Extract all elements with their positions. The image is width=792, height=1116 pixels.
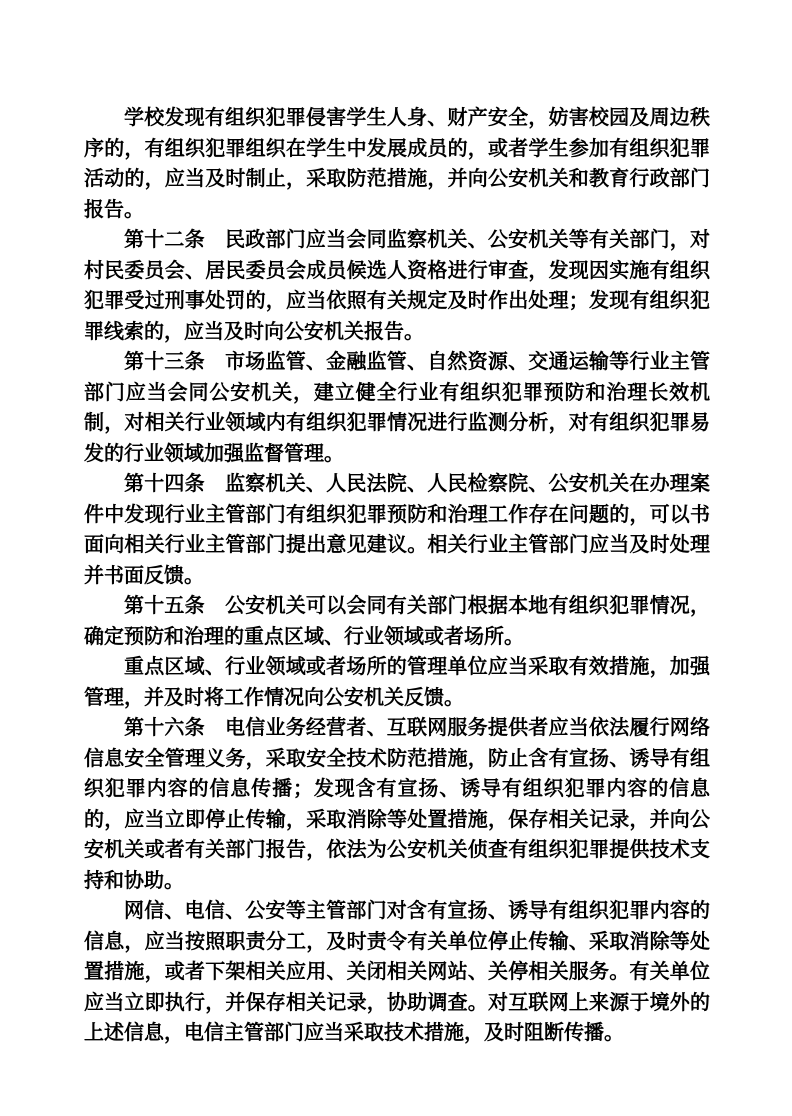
paragraph-school-duty: 学校发现有组织犯罪侵害学生人身、财产安全，妨害校园及周边秩序的，有组织犯罪组织在学生中发展成员的，或者学生参加有组织犯罪活动的，应当及时制止，采取防范措施，并向公安机关和教育行政部门报告。 bbox=[84, 107, 710, 221]
paragraph-article-15: 第十五条 公安机关可以会同有关部门根据本地有组织犯罪情况，确定预防和治理的重点区域、行业领域或者场所。 bbox=[84, 595, 710, 648]
paragraph-article-13: 第十三条 市场监管、金融监管、自然资源、交通运输等行业主管部门应当会同公安机关，建立健全行业有组织犯罪预防和治理长效机制，对相关行业领域内有组织犯罪情况进行监测分析，对有组织犯罪易发的行业领域加强监督管理。 bbox=[84, 351, 710, 465]
paragraph-article-16: 第十六条 电信业务经营者、互联网服务提供者应当依法履行网络信息安全管理义务，采取安全技术防范措施，防止含有宣扬、诱导有组织犯罪内容的信息传播；发现含有宣扬、诱导有组织犯罪内容的信息的，应当立即停止传输，采取消除等处置措施，保存相关记录，并向公安机关或者有关部门报告，依法为公安机关侦查有组织犯罪提供技术支持和协助。 bbox=[84, 717, 710, 892]
paragraph-key-areas: 重点区域、行业领域或者场所的管理单位应当采取有效措施，加强管理，并及时将工作情况向公安机关反馈。 bbox=[84, 656, 710, 709]
paragraph-article-14: 第十四条 监察机关、人民法院、人民检察院、公安机关在办理案件中发现行业主管部门有组织犯罪预防和治理工作存在问题的，可以书面向相关行业主管部门提出意见建议。相关行业主管部门应当及时处理并书面反馈。 bbox=[84, 473, 710, 587]
paragraph-article-12: 第十二条 民政部门应当会同监察机关、公安机关等有关部门，对村民委员会、居民委员会成员候选人资格进行审查，发现因实施有组织犯罪受过刑事处罚的，应当依照有关规定及时作出处理；发现有组织犯罪线索的，应当及时向公安机关报告。 bbox=[84, 229, 710, 343]
paragraph-network-authorities: 网信、电信、公安等主管部门对含有宣扬、诱导有组织犯罪内容的信息，应当按照职责分工，及时责令有关单位停止传输、采取消除等处置措施，或者下架相关应用、关闭相关网站、关停相关服务。有关单位应当立即执行，并保存相关记录，协助调查。对互联网上来源于境外的上述信息，电信主管部门应当采取技术措施，及时阻断传播。 bbox=[84, 900, 710, 1044]
